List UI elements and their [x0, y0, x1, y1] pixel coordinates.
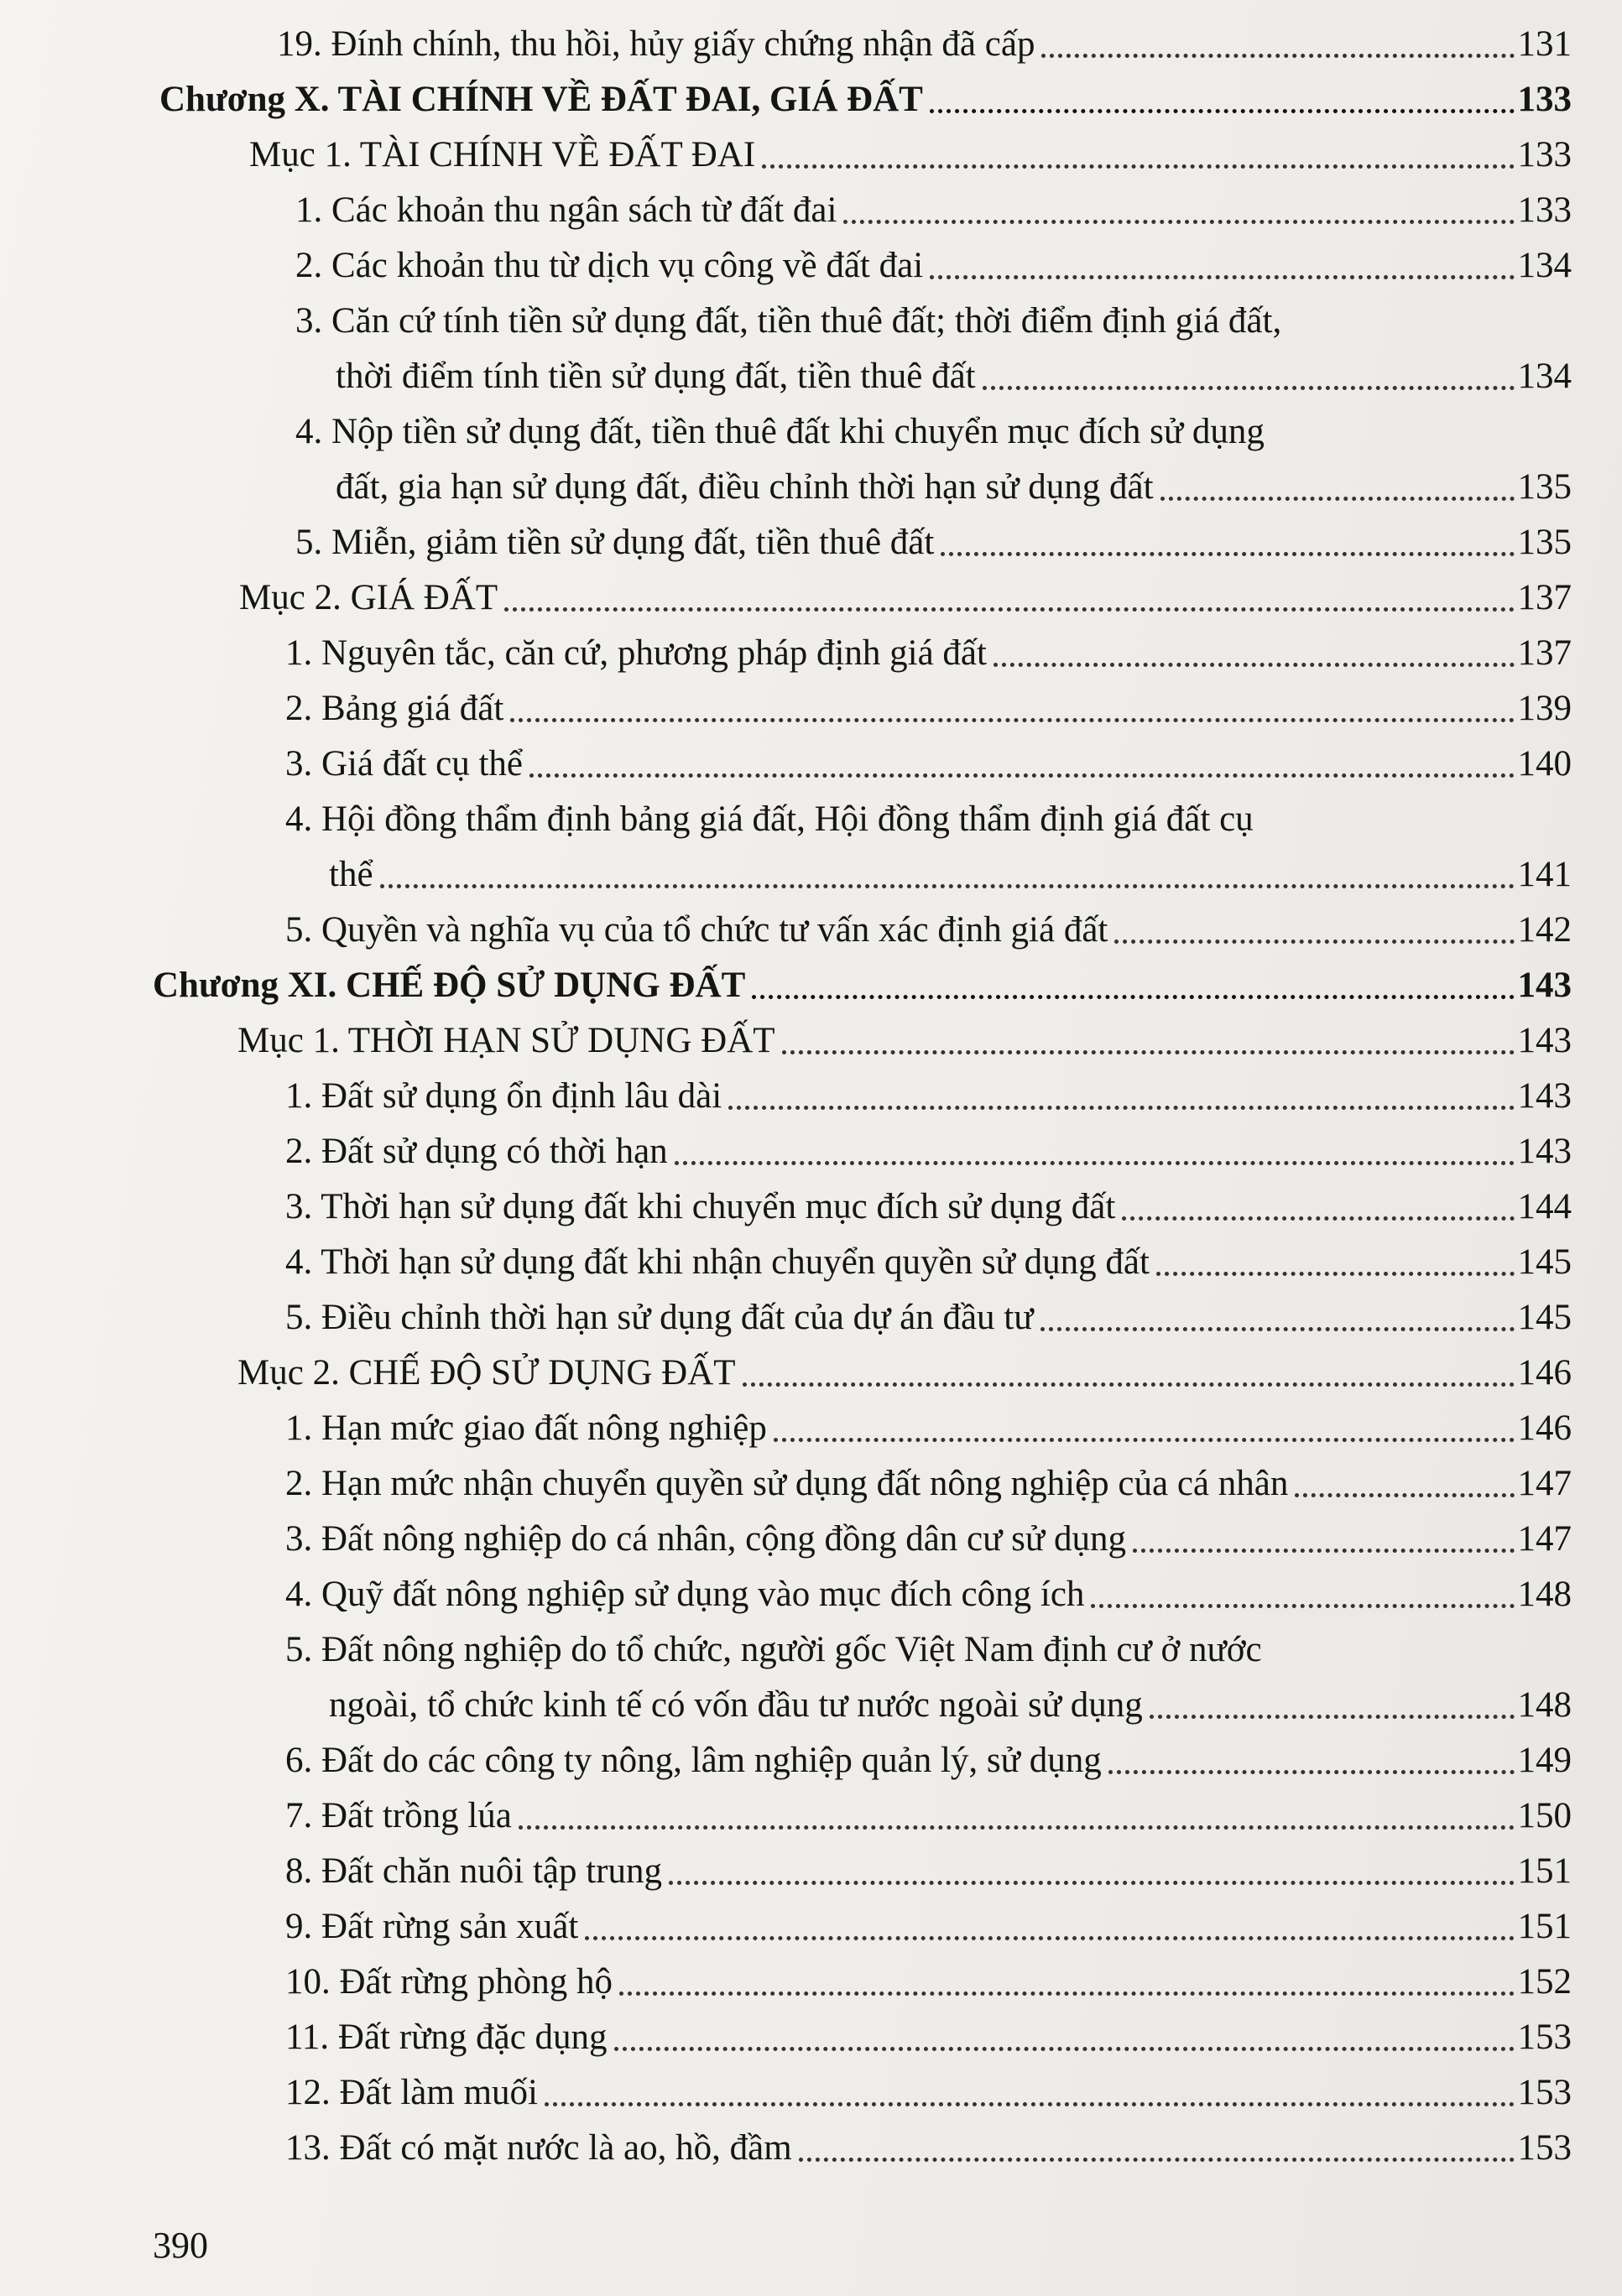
toc-entry [295, 508, 1572, 564]
dot-leader [983, 386, 1515, 390]
toc-entry-page: 153 [1517, 2017, 1572, 2057]
toc-chapter [153, 951, 1572, 1007]
dot-leader [941, 552, 1514, 556]
toc-entry-page: 145 [1517, 1242, 1572, 1282]
dot-leader [1091, 1604, 1514, 1608]
toc-entry-title: 8. Đất chăn nuôi tập trung [285, 1851, 663, 1891]
toc-entry-page: 153 [1517, 2073, 1572, 2112]
toc-entry [285, 1062, 1572, 1117]
toc-entry [336, 453, 1572, 508]
dot-leader [752, 995, 1514, 999]
toc-entry-page: 144 [1517, 1187, 1572, 1226]
toc-entry-title: 2. Đất sử dụng có thời hạn [285, 1132, 668, 1171]
dot-leader [994, 663, 1515, 667]
toc-entry-first-line: 4. Nộp tiền sử dụng đất, tiền thuê đất khi chuyển mục đích sử dụng [295, 412, 1265, 451]
toc-entry-first-line: 3. Căn cứ tính tiền sử dụng đất, tiền thuê đất; thời điểm định giá đất, [295, 301, 1282, 341]
toc-entry-title: đất, gia hạn sử dụng đất, điều chỉnh thời hạn sử dụng đất [336, 467, 1154, 507]
toc-section [237, 1339, 1572, 1394]
toc-entry-page: 148 [1517, 1575, 1572, 1614]
toc-entry [285, 896, 1572, 951]
chapter-title: Chương XI. CHẾ ĐỘ SỬ DỤNG ĐẤT [153, 966, 746, 1005]
dot-leader [669, 1881, 1514, 1885]
chapter-page: 143 [1517, 966, 1572, 1005]
toc-entry-title: ngoài, tổ chức kinh tế có vốn đầu tư nước ngoài sử dụng [329, 1685, 1143, 1725]
dot-leader [799, 2158, 1515, 2162]
toc-section [237, 1007, 1572, 1062]
toc-entry [285, 1173, 1572, 1228]
toc-entry [295, 232, 1572, 287]
dot-leader [1122, 1216, 1514, 1221]
dot-leader [1150, 1715, 1515, 1719]
section-title: Mục 1. THỜI HẠN SỬ DỤNG ĐẤT [237, 1021, 775, 1060]
toc-entry-page: 146 [1517, 1408, 1572, 1448]
dot-leader [614, 2047, 1515, 2051]
toc-entry-title: 9. Đất rừng sản xuất [285, 1907, 579, 1946]
toc-entry-title: 19. Đính chính, thu hồi, hủy giấy chứng nhận đã cấp [277, 24, 1035, 64]
dot-leader [1041, 54, 1514, 58]
chapter-title: Chương X. TÀI CHÍNH VỀ ĐẤT ĐAI, GIÁ ĐẤT [159, 80, 923, 119]
toc-entry [285, 1726, 1572, 1782]
toc-entry [285, 1505, 1572, 1560]
toc-entry-page: 153 [1517, 2128, 1572, 2168]
toc-entry [285, 2003, 1572, 2059]
dot-leader [843, 220, 1514, 224]
toc-entry [285, 1948, 1572, 2003]
section-title: Mục 2. GIÁ ĐẤT [239, 578, 498, 617]
toc-entry-title: thời điểm tính tiền sử dụng đất, tiền thuê đất [336, 357, 976, 396]
dot-leader [1114, 940, 1514, 944]
dot-leader [1133, 1549, 1515, 1553]
toc-entry-title: 2. Các khoản thu từ dịch vụ công về đất đai [295, 246, 924, 285]
toc-entry-title: 13. Đất có mặt nước là ao, hồ, đầm [285, 2128, 792, 2168]
toc-entry-page: 145 [1517, 1298, 1572, 1337]
toc-entry-page: 151 [1517, 1907, 1572, 1946]
dot-leader [728, 1106, 1514, 1110]
toc-entry-page: 143 [1517, 1132, 1572, 1171]
toc-entry [277, 10, 1572, 65]
toc-entry-title: 4. Thời hạn sử dụng đất khi nhận chuyển quyền sử dụng đất [285, 1242, 1150, 1282]
dot-leader [1295, 1493, 1514, 1497]
dot-leader [529, 773, 1515, 778]
toc-entry [285, 1117, 1572, 1173]
section-page: 133 [1517, 135, 1572, 174]
toc-entry-page: 149 [1517, 1741, 1572, 1780]
dot-leader [774, 1438, 1515, 1442]
chapter-page: 133 [1517, 80, 1572, 119]
section-page: 137 [1517, 578, 1572, 617]
dot-leader [675, 1161, 1515, 1165]
toc-entry-first-line: 5. Đất nông nghiệp do tổ chức, người gốc Việt Nam định cư ở nước [285, 1630, 1262, 1669]
toc-entry-page: 131 [1517, 24, 1572, 64]
dot-leader [1156, 1272, 1515, 1276]
toc-entry-page: 143 [1517, 1076, 1572, 1116]
toc-entry [285, 1560, 1572, 1616]
dot-leader [510, 718, 1514, 722]
toc-entry [285, 1782, 1572, 1837]
toc-entry [285, 2114, 1572, 2169]
toc-entry-title: 1. Hạn mức giao đất nông nghiệp [285, 1408, 767, 1448]
toc-entry [329, 841, 1572, 896]
page-number: 390 [153, 2225, 208, 2266]
dot-leader [380, 884, 1515, 888]
toc-entry-title: 3. Giá đất cụ thể [285, 744, 523, 784]
toc-entry-title: 5. Miễn, giảm tiền sử dụng đất, tiền thuê đất [295, 523, 935, 562]
toc-chapter [159, 65, 1572, 121]
toc-entry-first-line: 4. Hội đồng thẩm định bảng giá đất, Hội đồng thẩm định giá đất cụ [285, 799, 1254, 839]
toc-entry-page: 140 [1517, 744, 1572, 784]
toc-entry-page: 133 [1517, 190, 1572, 230]
toc-entry-title: 3. Thời hạn sử dụng đất khi chuyển mục đích sử dụng đất [285, 1187, 1116, 1226]
toc-entry-title: thể [329, 855, 373, 894]
toc-entry-page: 134 [1517, 357, 1572, 396]
toc-entry-title: 1. Các khoản thu ngân sách từ đất đai [295, 190, 837, 230]
dot-leader [585, 1936, 1514, 1940]
dot-leader [930, 275, 1514, 279]
toc-entry [285, 730, 1572, 785]
toc-entry-title: 10. Đất rừng phòng hộ [285, 1962, 613, 2002]
toc-entry-page: 152 [1517, 1962, 1572, 2002]
dot-leader [504, 607, 1514, 612]
dot-leader [619, 1991, 1515, 1996]
toc-entry-page: 141 [1517, 855, 1572, 894]
toc-entry-page: 134 [1517, 246, 1572, 285]
toc-entry-page: 135 [1517, 523, 1572, 562]
toc-entry-page: 135 [1517, 467, 1572, 507]
toc-entry-title: 4. Quỹ đất nông nghiệp sử dụng vào mục đích công ích [285, 1575, 1085, 1614]
section-page: 146 [1517, 1353, 1572, 1393]
toc-entry [285, 1228, 1572, 1283]
toc-entry-page: 147 [1517, 1519, 1572, 1559]
dot-leader [782, 1050, 1515, 1054]
toc-entry [285, 674, 1572, 730]
toc-entry-page: 137 [1517, 633, 1572, 673]
toc-entry-page: 148 [1517, 1685, 1572, 1725]
dot-leader [1160, 497, 1515, 501]
toc-entry-title: 7. Đất trồng lúa [285, 1796, 512, 1835]
toc-entry [285, 1837, 1572, 1893]
toc-entry-title: 1. Nguyên tắc, căn cứ, phương pháp định giá đất [285, 633, 987, 673]
toc-entry-title: 5. Quyền và nghĩa vụ của tổ chức tư vấn xác định giá đất [285, 910, 1108, 950]
toc-entry-page: 139 [1517, 689, 1572, 728]
toc-entry [285, 1283, 1572, 1339]
toc-entry [329, 1671, 1572, 1726]
toc-entry-title: 6. Đất do các công ty nông, lâm nghiệp quản lý, sử dụng [285, 1741, 1102, 1780]
toc-section [249, 121, 1572, 176]
toc-entry-page: 151 [1517, 1851, 1572, 1891]
section-title: Mục 2. CHẾ ĐỘ SỬ DỤNG ĐẤT [237, 1353, 736, 1393]
toc-entry [295, 176, 1572, 232]
toc-entry-title: 5. Điều chỉnh thời hạn sử dụng đất của dự án đầu tư [285, 1298, 1034, 1337]
toc-entry-page: 150 [1517, 1796, 1572, 1835]
dot-leader [1108, 1770, 1515, 1774]
toc-entry [285, 619, 1572, 674]
toc-entry [285, 2059, 1572, 2114]
section-title: Mục 1. TÀI CHÍNH VỀ ĐẤT ĐAI [249, 135, 756, 174]
section-page: 143 [1517, 1021, 1572, 1060]
dot-leader [1040, 1327, 1515, 1331]
dot-leader [519, 1825, 1515, 1830]
toc-entry [285, 1394, 1572, 1450]
dot-leader [762, 164, 1514, 169]
toc-entry-title: 1. Đất sử dụng ổn định lâu dài [285, 1076, 722, 1116]
toc-entry-title: 3. Đất nông nghiệp do cá nhân, cộng đồng dân cư sử dụng [285, 1519, 1126, 1559]
toc-section [239, 564, 1572, 619]
dot-leader [930, 109, 1515, 113]
toc-entry-title: 11. Đất rừng đặc dụng [285, 2017, 608, 2057]
toc-entry [336, 342, 1572, 398]
toc-entry [285, 1450, 1572, 1505]
toc-entry-page: 147 [1517, 1464, 1572, 1503]
toc-entry-page: 142 [1517, 910, 1572, 950]
toc-entry [285, 1893, 1572, 1948]
dot-leader [743, 1382, 1515, 1387]
toc-entry-title: 2. Bảng giá đất [285, 689, 504, 728]
toc-entry-title: 12. Đất làm muối [285, 2073, 538, 2112]
toc-entry-title: 2. Hạn mức nhận chuyển quyền sử dụng đất nông nghiệp của cá nhân [285, 1464, 1289, 1503]
dot-leader [545, 2102, 1515, 2106]
